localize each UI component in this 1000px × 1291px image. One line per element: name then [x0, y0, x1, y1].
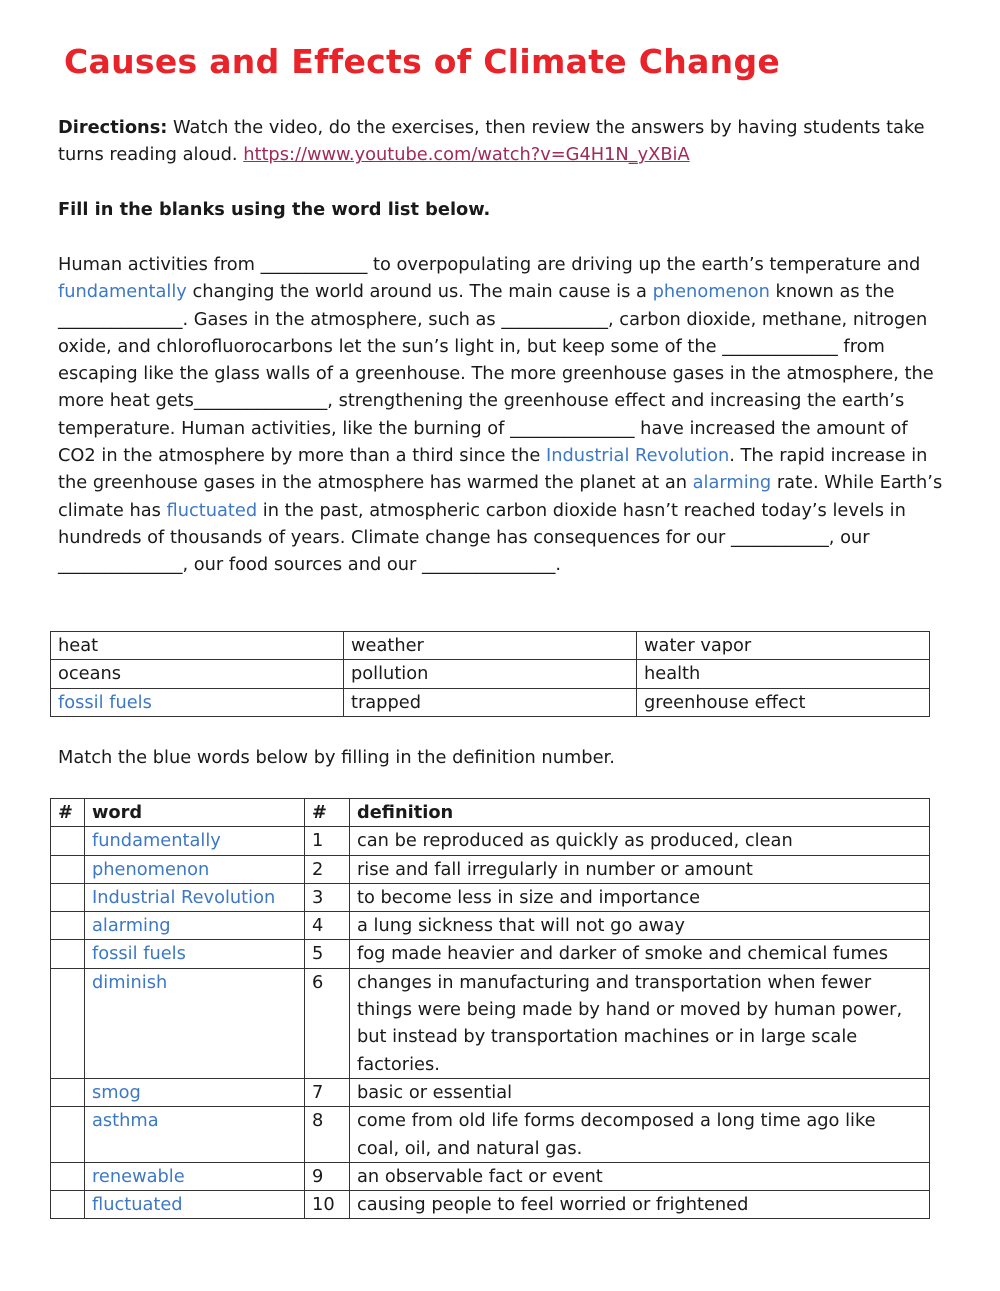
number-column-header: # [305, 799, 350, 827]
answer-cell[interactable] [51, 1078, 85, 1106]
passage-text: in the past, atmospheric carbon dioxide hasn’t reached today’s levels in hundreds of thousands of years. Climate change has consequences for our [58, 499, 906, 548]
definition-cell: come from old life forms decomposed a long time ago like coal, oil, and natural gas. [350, 1107, 930, 1163]
word-bank-row [51, 688, 930, 716]
passage-text: rate. While Earth’s climate has [58, 472, 943, 521]
blank-5[interactable]: _______________ [193, 390, 328, 412]
table-row [51, 1191, 930, 1219]
directions [58, 114, 943, 169]
passage-text: , our food sources and our [182, 554, 423, 576]
number-cell: 8 [305, 1107, 350, 1163]
word-bank-cell: heat [51, 632, 344, 660]
fill-instructions-text: Fill in the blanks using the word list below. [58, 199, 491, 220]
blank-6[interactable]: ______________ [510, 417, 635, 439]
definition-cell: fog made heavier and darker of smoke and chemical fumes [350, 940, 930, 968]
passage-text: . Gases in the atmosphere, such as [182, 308, 502, 330]
definition-cell: changes in manufacturing and transportation when fewer things were being made by hand or moved by human power, but instead by transportation machines or in large scale factories. [350, 968, 930, 1078]
definition-cell: a lung sickness that will not go away [350, 912, 930, 940]
table-row [51, 1162, 930, 1190]
passage-text: to overpopulating are driving up the earth’s temperature and [367, 254, 921, 275]
passage-text: Human activities from [58, 254, 261, 275]
table-row [51, 855, 930, 883]
number-cell: 4 [305, 912, 350, 940]
word-cell: renewable [85, 1162, 305, 1190]
word-bank-cell: water vapor [637, 632, 930, 660]
answer-cell[interactable] [51, 855, 85, 883]
page-title: Causes and Effects of Climate Change [64, 42, 781, 81]
blank-4[interactable]: _____________ [722, 335, 838, 357]
blank-1[interactable]: ____________ [260, 254, 368, 275]
word-cell: diminish [85, 968, 305, 1078]
answer-column-header: # [51, 799, 85, 827]
passage-text: changing the world around us. The main cause is a [186, 281, 653, 303]
answer-cell[interactable] [51, 1107, 85, 1163]
answer-cell[interactable] [51, 1191, 85, 1219]
passage-text: known as the [769, 281, 895, 303]
number-cell: 7 [305, 1078, 350, 1106]
directions-label: Directions: [58, 117, 168, 138]
number-cell: 1 [305, 827, 350, 855]
passage-text: , strengthening the greenhouse effect and increasing the earth’s temperature. Human activities, like the burning of [58, 390, 905, 439]
word-cell: fossil fuels [85, 940, 305, 968]
passage-text: . The rapid increase in the greenhouse gases in the atmosphere has warmed the planet at an [58, 445, 928, 494]
blank-3[interactable]: ____________ [501, 308, 608, 330]
passage-text: , carbon dioxide, methane, nitrogen oxide, and chlorofluorocarbons let the sun’s light in, but keep some of the [58, 308, 928, 357]
match-instructions: Match the blue words below by filling in the definition number. [58, 747, 615, 768]
definition-cell: an observable fact or event [350, 1162, 930, 1190]
number-cell: 10 [305, 1191, 350, 1219]
passage-text: . [555, 554, 562, 576]
vocab-industrial-revolution: Industrial Revolution [546, 445, 730, 467]
word-cell: phenomenon [85, 855, 305, 883]
word-bank-cell: pollution [344, 660, 637, 688]
match-table-header [51, 799, 930, 827]
table-row [51, 883, 930, 911]
directions-text: Watch the video, do the exercises, then review the answers by having students take turns reading aloud. [58, 117, 925, 166]
number-cell: 6 [305, 968, 350, 1078]
passage [58, 251, 943, 579]
passage-text: have increased the amount of CO2 in the atmosphere by more than a third since the [58, 417, 908, 467]
definition-cell: basic or essential [350, 1078, 930, 1106]
match-table-body [51, 827, 930, 1219]
definition-cell: rise and fall irregularly in number or amount [350, 855, 930, 883]
word-bank-cell: greenhouse effect [637, 688, 930, 716]
word-cell: Industrial Revolution [85, 883, 305, 911]
answer-cell[interactable] [51, 827, 85, 855]
blank-8[interactable]: ______________ [58, 554, 183, 576]
table-row [51, 968, 930, 1078]
word-bank-cell: health [637, 660, 930, 688]
answer-cell[interactable] [51, 940, 85, 968]
word-cell: fluctuated [85, 1191, 305, 1219]
table-row [51, 912, 930, 940]
word-bank-cell: trapped [344, 688, 637, 716]
word-bank-table [50, 631, 930, 717]
match-table [50, 798, 930, 1219]
answer-cell[interactable] [51, 883, 85, 911]
fill-instructions [58, 196, 943, 223]
number-cell: 9 [305, 1162, 350, 1190]
word-cell: fundamentally [85, 827, 305, 855]
word-bank-cell: fossil fuels [51, 688, 344, 716]
table-row [51, 1107, 930, 1163]
definition-cell: to become less in size and importance [350, 883, 930, 911]
word-bank-cell: weather [344, 632, 637, 660]
definition-cell: causing people to feel worried or frightened [350, 1191, 930, 1219]
number-cell: 3 [305, 883, 350, 911]
word-bank-row [51, 660, 930, 688]
passage-text: from escaping like the glass walls of a greenhouse. The more greenhouse gases in the atmosphere, the more heat gets [58, 335, 934, 412]
vocab-phenomenon: phenomenon [652, 281, 770, 303]
definition-cell: can be reproduced as quickly as produced, clean [350, 827, 930, 855]
word-cell: asthma [85, 1107, 305, 1163]
answer-cell[interactable] [51, 912, 85, 940]
answer-cell[interactable] [51, 968, 85, 1078]
word-cell: smog [85, 1078, 305, 1106]
blank-2[interactable]: ______________ [58, 308, 183, 330]
word-bank-cell: oceans [51, 660, 344, 688]
definition-column-header: definition [350, 799, 930, 827]
vocab-fundamentally: fundamentally [58, 281, 187, 303]
word-bank-row [51, 632, 930, 660]
table-row [51, 1078, 930, 1106]
blank-9[interactable]: _______________ [422, 554, 556, 576]
video-link[interactable]: https://www.youtube.com/watch?v=G4H1N_yXBiA [243, 144, 690, 166]
word-cell: alarming [85, 912, 305, 940]
blank-7[interactable]: ___________ [731, 526, 829, 548]
vocab-alarming: alarming [692, 472, 772, 494]
vocab-fluctuated: fluctuated [166, 499, 258, 521]
number-cell: 2 [305, 855, 350, 883]
table-row [51, 940, 930, 968]
word-column-header: word [85, 799, 305, 827]
number-cell: 5 [305, 940, 350, 968]
answer-cell[interactable] [51, 1162, 85, 1190]
table-row [51, 827, 930, 855]
passage-text: , our [828, 526, 870, 548]
